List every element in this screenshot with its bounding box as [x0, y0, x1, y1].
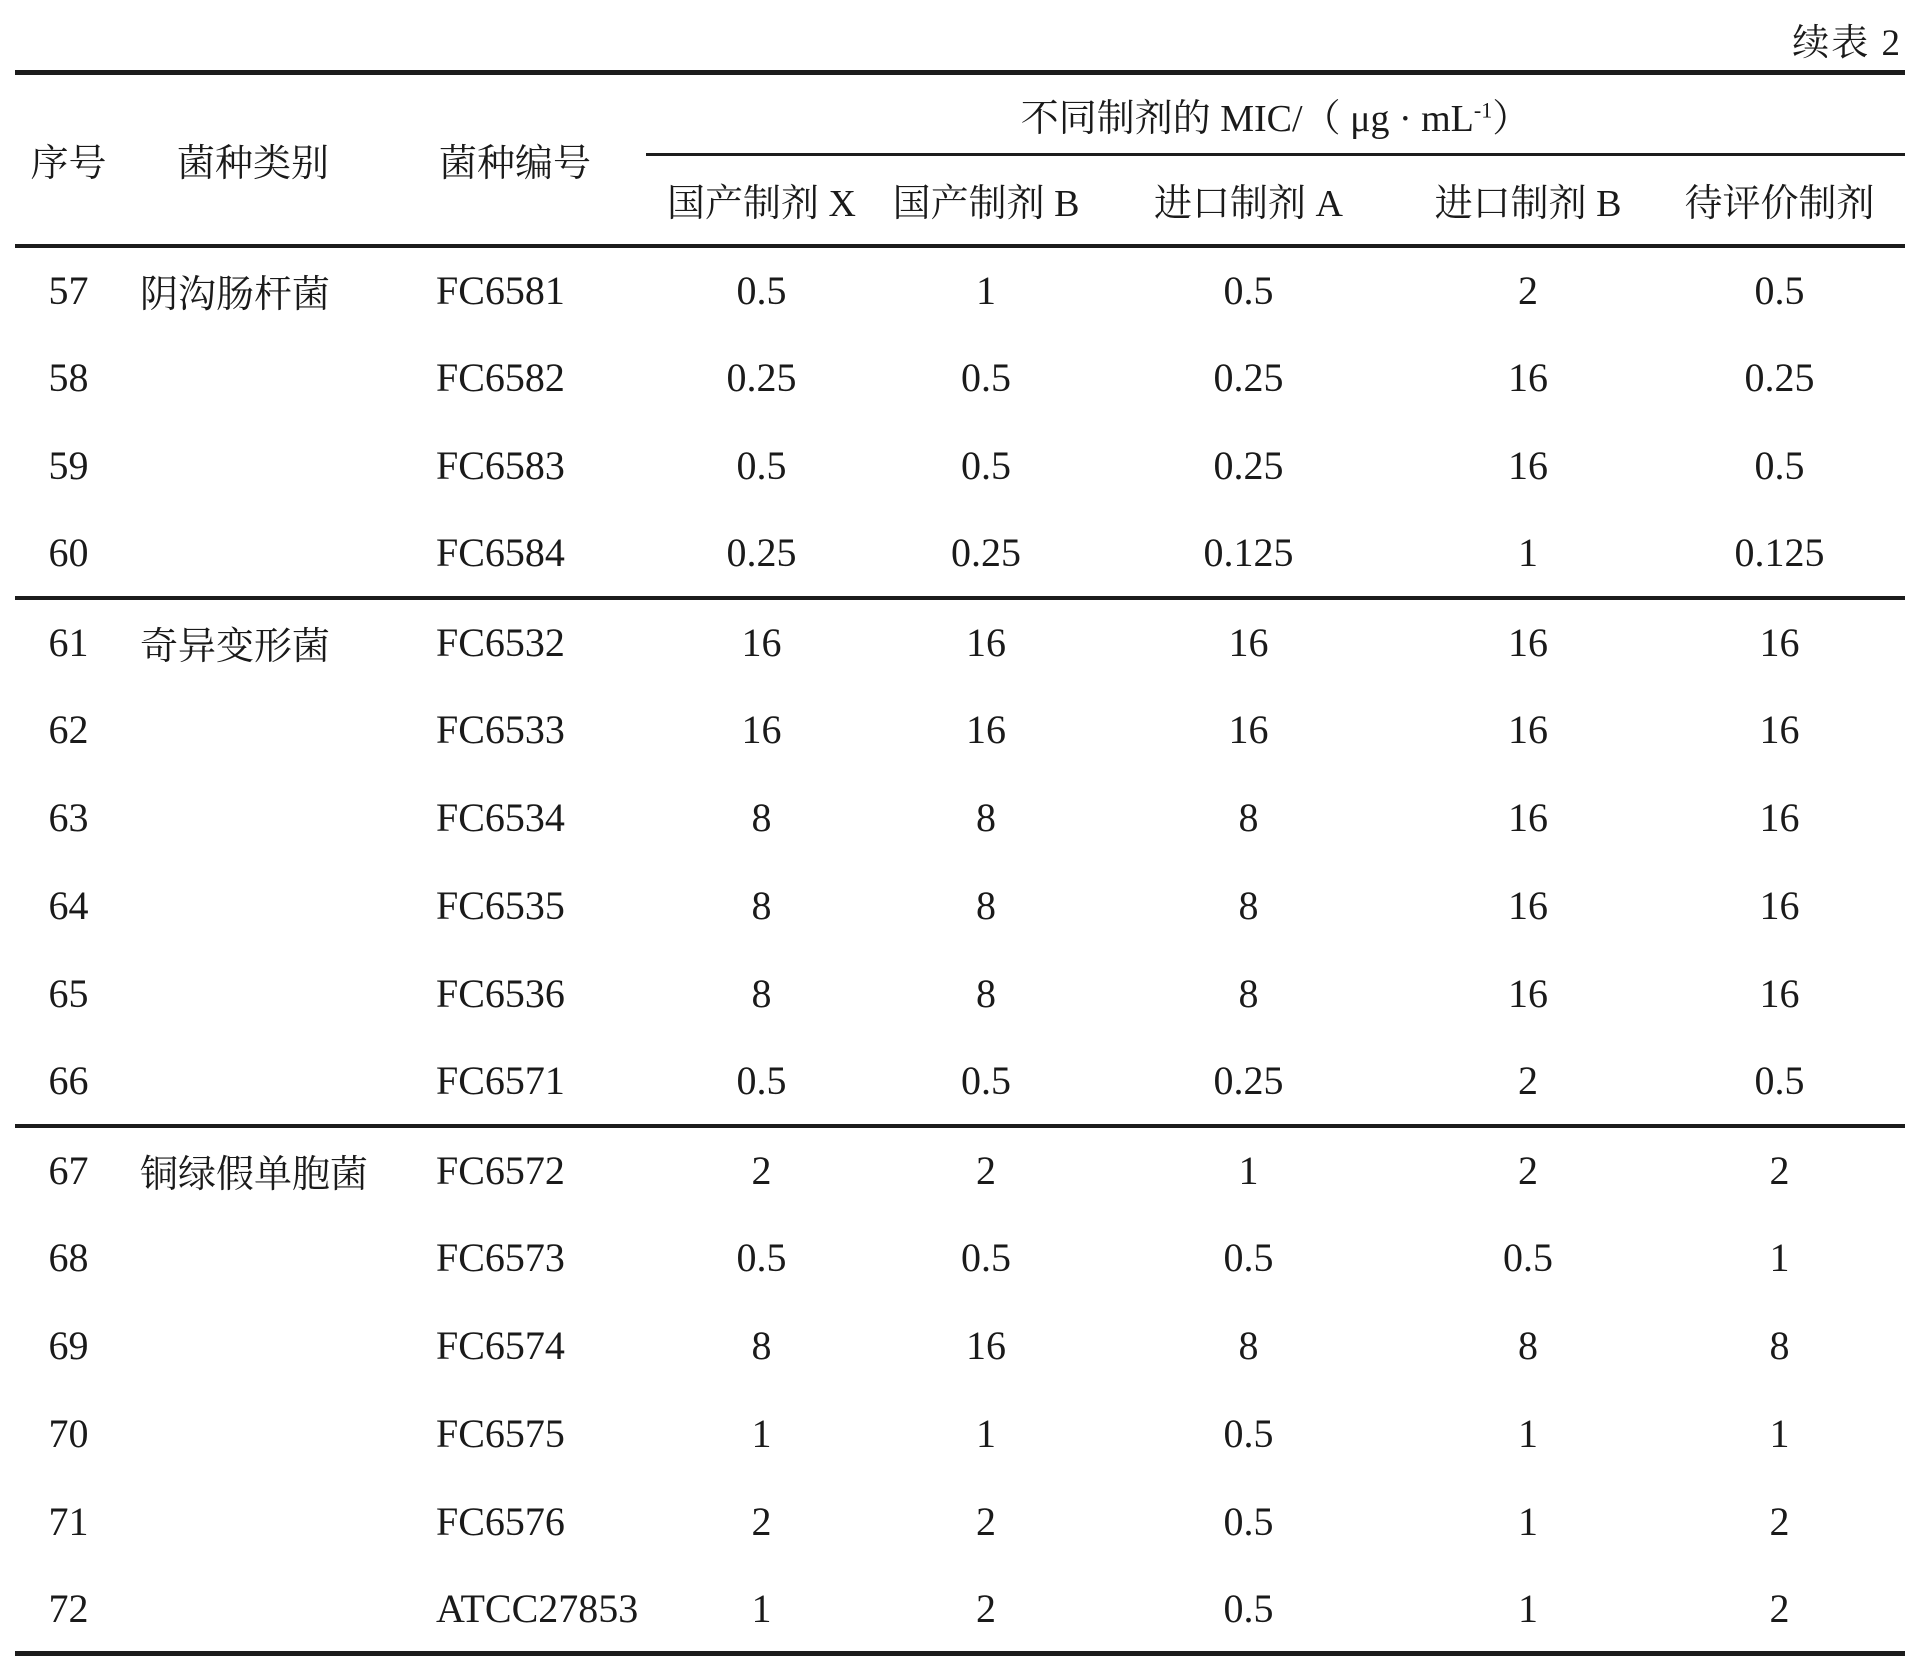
mic-value-cell: 16	[1508, 443, 1548, 488]
mic-value-cell: 1	[1518, 1499, 1538, 1544]
mic-value-cell: 8	[751, 1323, 772, 1368]
mic-value-cell: 16	[1508, 971, 1548, 1016]
row-number-cell: 59	[48, 443, 89, 488]
table-header	[15, 73, 1905, 246]
species-category-cell	[122, 686, 384, 774]
mic-value-cell: 0.5	[1754, 1058, 1805, 1103]
mic-value-cell: 0.25	[1213, 355, 1284, 400]
mic-value-cell: 2	[877, 1566, 1095, 1654]
species-category-cell	[122, 862, 384, 950]
mic-value-cell: 1	[1518, 530, 1538, 575]
mic-value-cell: 0.5	[1223, 1499, 1274, 1544]
strain-number-cell: FC6575	[436, 1411, 565, 1456]
header-serial-number: 序号	[15, 73, 122, 246]
strain-number-cell: ATCC27853	[384, 1566, 646, 1654]
mic-value-cell: 8	[751, 883, 772, 928]
mic-value-cell: 2	[1769, 1499, 1790, 1544]
species-category-cell	[122, 950, 384, 1038]
table-row	[15, 1390, 1905, 1478]
species-category-cell	[122, 334, 384, 422]
continued-table-label: 续表 2	[1792, 23, 1902, 64]
mic-value-cell: 0.5	[961, 355, 1011, 400]
table-row	[15, 1126, 1905, 1214]
table-row	[15, 598, 1905, 686]
table-row	[15, 1038, 1905, 1126]
row-number-cell: 65	[48, 971, 89, 1016]
mic-value-cell: 8	[1238, 883, 1259, 928]
mic-value-cell: 0.25	[1213, 1058, 1284, 1103]
species-category-cell	[122, 422, 384, 510]
mic-value-cell: 1	[1518, 1411, 1538, 1456]
mic-value-cell: 16	[1508, 883, 1548, 928]
mic-value-cell: 0.25	[1213, 443, 1284, 488]
row-number-cell: 60	[48, 530, 89, 575]
mic-value-cell: 16	[646, 598, 877, 686]
mic-value-cell: 0.125	[1203, 530, 1294, 575]
mic-value-cell: 2	[877, 1126, 1095, 1214]
strain-number-cell: FC6534	[436, 795, 565, 840]
table-row	[15, 246, 1905, 334]
table-row	[15, 1478, 1905, 1566]
species-category-cell	[122, 1390, 384, 1478]
mic-value-cell: 0.5	[961, 1058, 1011, 1103]
row-number-cell: 63	[48, 795, 89, 840]
strain-number-cell: FC6532	[384, 598, 646, 686]
mic-value-cell: 0.25	[951, 530, 1021, 575]
row-number-cell: 68	[48, 1235, 89, 1280]
mic-unit-prefix: 不同制剂的 MIC/（ μg · mL	[1020, 97, 1474, 140]
strain-number-cell: FC6573	[436, 1235, 565, 1280]
mic-value-cell: 16	[741, 707, 782, 752]
row-number-cell: 72	[15, 1566, 122, 1654]
mic-value-cell: 2	[751, 1499, 772, 1544]
species-category-cell	[122, 1302, 384, 1390]
mic-value-cell: 8	[976, 971, 996, 1016]
strain-number-cell: FC6576	[436, 1499, 565, 1544]
mic-value-cell: 16	[1759, 707, 1800, 752]
strain-number-cell: FC6581	[436, 268, 565, 313]
table-row	[15, 950, 1905, 1038]
mic-value-cell: 2	[1518, 268, 1538, 313]
mic-value-cell: 16	[1228, 707, 1269, 752]
strain-number-cell: FC6536	[436, 971, 565, 1016]
species-category-cell	[122, 1566, 384, 1654]
mic-value-cell: 1	[976, 268, 996, 313]
table-row	[15, 1302, 1905, 1390]
mic-value-cell: 0.5	[1223, 1411, 1274, 1456]
mic-unit-suffix: ）	[1492, 97, 1531, 140]
table-row	[15, 334, 1905, 422]
species-category-cell	[122, 1214, 384, 1302]
mic-value-cell: 8	[1238, 795, 1259, 840]
table-row	[15, 774, 1905, 862]
mic-value-cell: 1	[646, 1566, 877, 1654]
header-mic-group	[646, 73, 1905, 155]
mic-value-cell: 0.5	[1223, 1235, 1274, 1280]
mic-value-cell: 0.5	[736, 1235, 787, 1280]
mic-value-cell: 16	[966, 707, 1006, 752]
row-number-cell: 61	[15, 598, 122, 686]
strain-number-cell: FC6571	[436, 1058, 565, 1103]
mic-value-cell: 8	[751, 971, 772, 1016]
mic-unit-exponent: -1	[1473, 96, 1493, 122]
mic-value-cell: 8	[976, 795, 996, 840]
table-row	[15, 1214, 1905, 1302]
mic-value-cell: 0.5	[736, 1058, 787, 1103]
row-number-cell: 62	[48, 707, 89, 752]
mic-value-cell: 0.5	[736, 443, 787, 488]
mic-value-cell: 16	[1759, 795, 1800, 840]
mic-value-cell: 2	[1654, 1566, 1905, 1654]
mic-value-cell: 1	[1402, 1566, 1654, 1654]
mic-value-cell: 16	[1095, 598, 1402, 686]
row-number-cell: 64	[48, 883, 89, 928]
table-row	[15, 422, 1905, 510]
mic-value-cell: 8	[1769, 1323, 1790, 1368]
mic-value-cell: 0.5	[736, 268, 787, 313]
species-category-cell: 奇异变形菌	[122, 598, 384, 686]
row-number-cell: 67	[15, 1126, 122, 1214]
header-row-top	[15, 73, 1905, 155]
row-number-cell: 58	[48, 355, 89, 400]
mic-value-cell: 8	[1238, 1323, 1259, 1368]
mic-table	[15, 70, 1905, 1656]
mic-value-cell: 1	[1095, 1126, 1402, 1214]
header-prep-domestic-x: 国产制剂 X	[646, 155, 877, 246]
strain-number-cell: FC6584	[436, 530, 565, 575]
mic-value-cell: 1	[1769, 1411, 1790, 1456]
species-category-cell: 铜绿假单胞菌	[122, 1126, 384, 1214]
strain-number-cell: FC6535	[436, 883, 565, 928]
row-number-cell: 70	[48, 1411, 89, 1456]
table-row	[15, 862, 1905, 950]
header-species-category: 菌种类别	[122, 73, 384, 246]
mic-value-cell: 8	[751, 795, 772, 840]
header-prep-domestic-b: 国产制剂 B	[877, 155, 1095, 246]
strain-number-cell: FC6533	[436, 707, 565, 752]
mic-value-cell: 0.25	[1744, 355, 1815, 400]
strain-number-cell: FC6572	[384, 1126, 646, 1214]
mic-value-cell: 2	[646, 1126, 877, 1214]
species-category-cell	[122, 774, 384, 862]
mic-value-cell: 0.25	[726, 530, 797, 575]
mic-value-cell: 16	[877, 598, 1095, 686]
row-number-cell: 71	[48, 1499, 89, 1544]
mic-value-cell: 16	[1759, 971, 1800, 1016]
mic-value-cell: 0.5	[1754, 268, 1805, 313]
mic-value-cell: 0.5	[961, 443, 1011, 488]
mic-value-cell: 16	[1402, 598, 1654, 686]
mic-value-cell: 0.5	[1223, 268, 1274, 313]
mic-value-cell: 0.5	[1754, 443, 1805, 488]
row-number-cell: 57	[48, 268, 89, 313]
mic-value-cell: 8	[1238, 971, 1259, 1016]
mic-value-cell: 16	[1508, 355, 1548, 400]
mic-value-cell: 2	[1518, 1058, 1538, 1103]
mic-value-cell: 0.5	[961, 1235, 1011, 1280]
mic-value-cell: 2	[1654, 1126, 1905, 1214]
table-row	[15, 1566, 1905, 1654]
strain-number-cell: FC6583	[436, 443, 565, 488]
mic-value-cell: 8	[1518, 1323, 1538, 1368]
header-prep-imported-a: 进口制剂 A	[1095, 155, 1402, 246]
mic-value-cell: 0.5	[1095, 1566, 1402, 1654]
mic-value-cell: 1	[1769, 1235, 1790, 1280]
mic-value-cell: 16	[966, 1323, 1006, 1368]
species-category-cell	[122, 510, 384, 598]
header-prep-imported-b: 进口制剂 B	[1402, 155, 1654, 246]
header-strain-number: 菌种编号	[384, 73, 646, 246]
mic-value-cell: 0.25	[726, 355, 797, 400]
species-category-cell	[122, 1038, 384, 1126]
mic-value-cell: 16	[1654, 598, 1905, 686]
mic-value-cell: 1	[751, 1411, 772, 1456]
strain-number-cell: FC6582	[436, 355, 565, 400]
mic-value-cell: 1	[976, 1411, 996, 1456]
table-row	[15, 686, 1905, 774]
row-number-cell: 66	[48, 1058, 89, 1103]
mic-value-cell: 0.125	[1734, 530, 1825, 575]
mic-value-cell: 16	[1759, 883, 1800, 928]
header-prep-to-evaluate: 待评价制剂	[1654, 155, 1905, 246]
mic-value-cell: 2	[976, 1499, 996, 1544]
strain-number-cell: FC6574	[436, 1323, 565, 1368]
row-number-cell: 69	[48, 1323, 89, 1368]
table-row	[15, 510, 1905, 598]
mic-table-body	[15, 246, 1905, 1654]
mic-value-cell: 2	[1402, 1126, 1654, 1214]
species-category-cell	[122, 1478, 384, 1566]
mic-value-cell: 0.5	[1503, 1235, 1553, 1280]
mic-value-cell: 16	[1508, 795, 1548, 840]
mic-value-cell: 16	[1508, 707, 1548, 752]
mic-value-cell: 8	[976, 883, 996, 928]
species-category-cell: 阴沟肠杆菌	[140, 274, 331, 316]
